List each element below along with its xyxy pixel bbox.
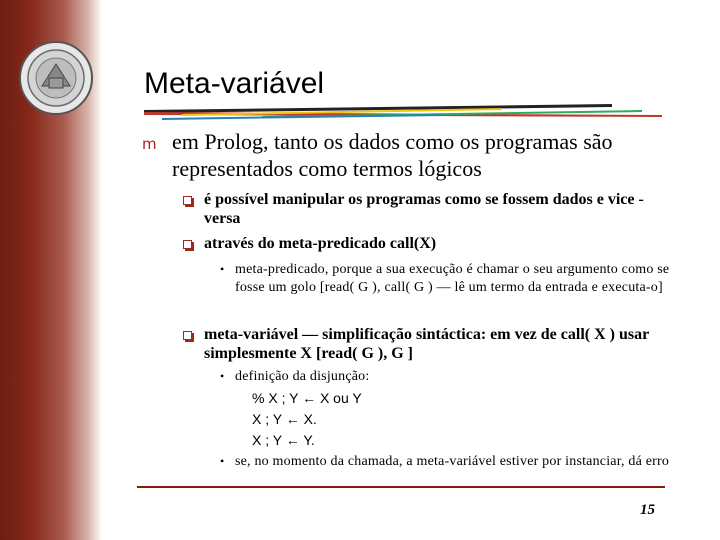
main-bullet-icon: m — [142, 135, 157, 153]
dot-bullet-icon: • — [220, 262, 225, 276]
sub-bullet-icon — [183, 331, 192, 340]
note-text: se, no momento da chamada, a meta-variável estiver por instanciar, dá erro — [235, 454, 670, 469]
sub-bullet-text: meta-variável — simplificação sintáctica: em vez de call( X ) usar simplesmente X [read( G ), G ] — [204, 326, 649, 362]
page-number: 15 — [640, 502, 655, 518]
dot-bullet-icon: • — [220, 369, 225, 383]
university-seal-icon — [18, 40, 94, 116]
note-text: definição da disjunção: — [235, 369, 370, 384]
sub-bullet-icon — [183, 240, 192, 249]
formula-line: X ; Y ← X. — [252, 411, 317, 427]
sub-bullet-text: através do meta-predicado call(X) — [204, 235, 437, 252]
footer-rule — [137, 486, 665, 488]
sub-bullet-text: é possível manipular os programas como se fossem dados e vice -versa — [204, 191, 644, 227]
note-text: meta-predicado, porque a sua execução é chamar o seu argumento como se fosse um golo [read( G ), call( G ) — lê um termo da entrada e executa-o] — [235, 262, 670, 295]
dot-bullet-icon: • — [220, 454, 225, 468]
slide-title: Meta-variável — [144, 67, 325, 100]
main-bullet-text: em Prolog, tanto os dados como os programas são representados como termos lógicos — [172, 129, 613, 181]
formula-line: % X ; Y ← X ou Y — [252, 390, 362, 406]
sub-bullet-icon — [183, 196, 192, 205]
formula-line: X ; Y ← Y. — [252, 432, 315, 448]
title-underline — [142, 100, 662, 122]
